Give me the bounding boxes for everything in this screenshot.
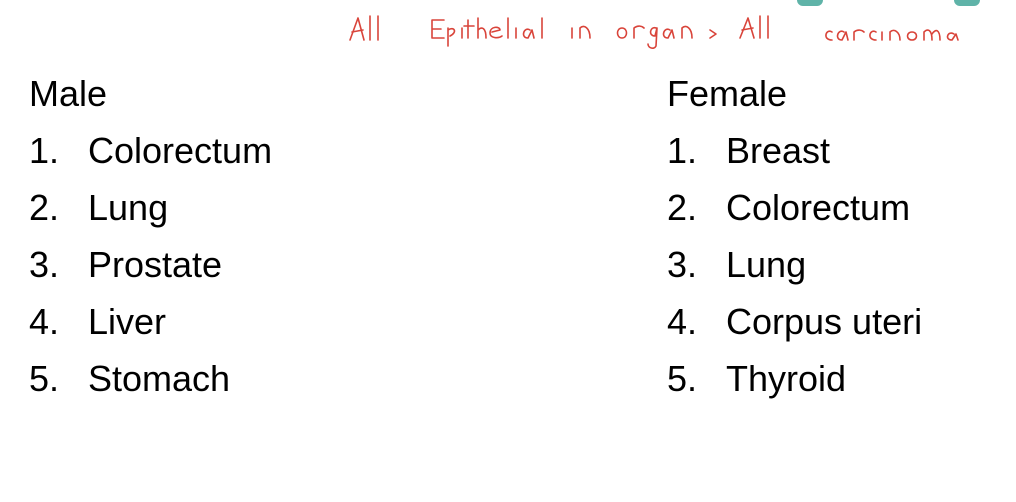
list-item [29,350,272,407]
list-item-number: 2. [667,187,698,228]
list-item [667,179,922,236]
list-item [667,236,922,293]
list-item [667,350,922,407]
list-item-number: 2. [29,187,60,228]
list-item-number: 1. [667,130,698,171]
list-item-number: 3. [29,244,60,285]
list-item-number: 1. [29,130,60,171]
list-item-number: 5. [29,358,60,399]
list-item-label: Stomach [88,358,231,399]
list-item [667,293,922,350]
list-item-label: Breast [726,130,831,171]
list-item-label: Colorectum [88,130,273,171]
toolbar-tab-left[interactable] [797,0,823,6]
toolbar-tab-right[interactable] [954,0,980,6]
list-item [667,122,922,179]
list-item-label: Thyroid [726,358,847,399]
male-cancer-list [29,122,272,407]
list-item-number: 4. [29,301,60,342]
male-heading: Male [29,73,108,114]
list-item-label: Corpus uteri [726,301,923,342]
list-item [29,179,272,236]
female-cancer-list [667,122,922,407]
list-item-number: 5. [667,358,698,399]
list-item-label: Prostate [88,244,223,285]
list-item [29,122,272,179]
female-column [667,74,922,407]
list-item [29,293,272,350]
list-item-number: 4. [667,301,698,342]
male-column [29,74,272,407]
handwritten-annotation [340,8,970,58]
list-item-label: Liver [88,301,167,342]
female-heading: Female [667,73,788,114]
list-item-label: Colorectum [726,187,911,228]
list-item-number: 3. [667,244,698,285]
list-item-label: Lung [88,187,169,228]
list-item [29,236,272,293]
list-item-label: Lung [726,244,807,285]
